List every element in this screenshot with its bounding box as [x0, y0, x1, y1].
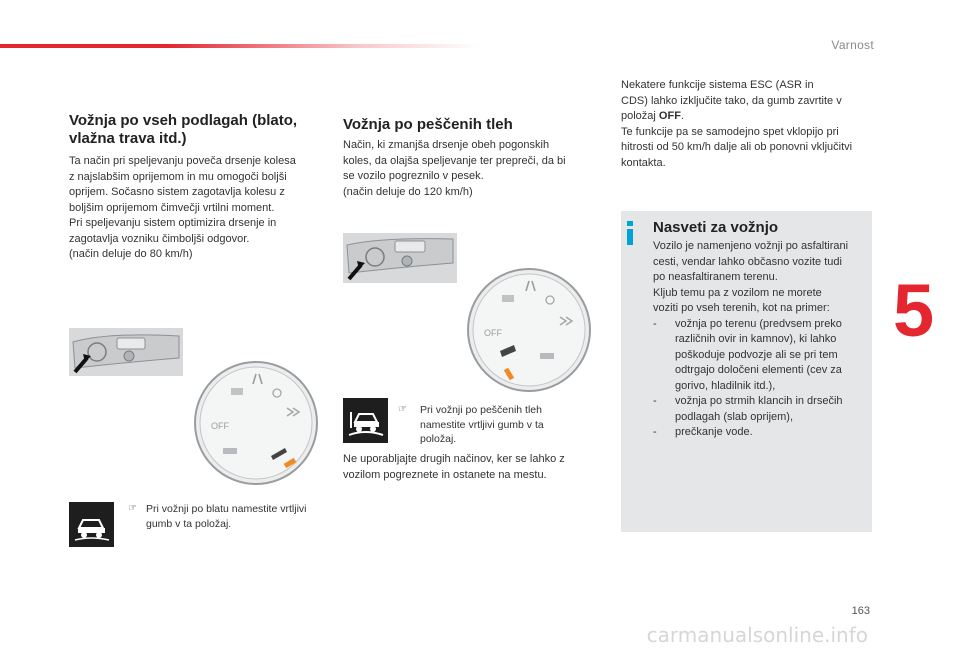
off-label: OFF — [658, 110, 681, 122]
intro-line: Nekatere funkcije sistema ESC (ASR in — [621, 79, 814, 91]
tip-list — [653, 317, 865, 441]
pointer-icon: ☞ — [398, 404, 407, 415]
header-accent-bar — [0, 44, 480, 48]
tip-list-item: - vožnja po strmih klancih in drsečih podlagah (slab oprijem), — [653, 394, 865, 425]
col2-line: se vozilo pogreznilo v pesek. — [343, 170, 484, 182]
dashboard-icon — [69, 328, 183, 376]
dial-off-label: OFF — [484, 328, 502, 338]
mud-mode-icon — [69, 502, 114, 547]
intro-line: CDS) lahko izključite tako, da gumb zavrtite v — [621, 94, 842, 107]
dial-off-label: OFF — [211, 421, 229, 431]
col2-body — [343, 138, 603, 200]
info-icon — [627, 221, 633, 226]
col1-line: oprijem. Sočasno sistem zagotavlja kolesu z — [69, 186, 285, 198]
tip-line: po neasfaltiranem terenu. — [653, 271, 778, 283]
col1-line: Pri speljevanju sistem optimizira drsenje in — [69, 217, 277, 229]
col2-line: koles, da olajša speljevanje ter prepreči, da bi — [343, 154, 566, 167]
dashboard-illustration — [343, 233, 457, 283]
info-icon-stem — [627, 229, 633, 245]
chapter-number: 5 — [893, 269, 935, 352]
esc-intro — [621, 78, 883, 171]
tips-title: Nasveti za vožnjo — [653, 219, 779, 236]
sand-note-text: Pri vožnji po peščenih tleh namestite vrtljivi gumb v ta položaj. — [420, 404, 544, 445]
tip-line: Vozilo je namenjeno vožnji po asfaltirani — [653, 240, 849, 252]
section-label: Varnost — [831, 38, 874, 52]
tip-line: voziti po vseh terenih, kot na primer: — [653, 302, 830, 314]
warning-line: Ne uporabljajte drugih načinov, ker se lahko z — [343, 453, 565, 465]
tips-box — [621, 211, 872, 532]
col2-title: Vožnja po peščenih tleh — [343, 116, 513, 133]
sand-mode-icon — [343, 398, 388, 443]
intro-line: hitrosti od 50 km/h dalje ali ob ponovni vključitvi — [621, 141, 853, 153]
intro-line3-suffix: . — [680, 110, 684, 122]
warning-line: vozilom pogreznete in ostanete na mestu. — [343, 468, 547, 481]
tips-body — [653, 239, 865, 441]
grip-control-dial — [466, 267, 592, 393]
col1-line: Ta način pri speljevanju poveča drsenje kolesa — [69, 155, 296, 167]
tip-line: Kljub temu pa z vozilom ne morete — [653, 286, 822, 299]
dashboard-illustration — [69, 328, 183, 376]
sand-warning — [343, 452, 605, 483]
watermark: carmanualsonline.info — [646, 623, 868, 647]
col1-line: z najslabšim oprijemom in mu omogoči boljši — [69, 170, 287, 183]
tip-list-item: - prečkanje vode. — [653, 425, 865, 441]
grip-control-dial — [193, 360, 319, 486]
intro-line3-prefix: položaj — [621, 110, 659, 122]
col1-line: boljšim oprijemom čimvečji vrtilni moment. — [69, 201, 275, 214]
sand-note — [398, 403, 574, 447]
mud-note-text: Pri vožnji po blatu namestite vrtljivi gumb v ta položaj. — [146, 503, 307, 530]
tip-line: cesti, vendar lahko občasno vozite tudi — [653, 255, 842, 268]
pointer-icon: ☞ — [128, 503, 137, 514]
intro-line — [621, 109, 883, 125]
mud-note — [128, 502, 308, 531]
col1-line: (način deluje do 80 km/h) — [69, 248, 193, 260]
col1-title: Vožnja po vseh podlagah (blato, vlažna trava itd.) — [69, 112, 298, 147]
page-number: 163 — [851, 605, 870, 617]
intro-line: Te funkcije pa se samodejno spet vklopijo pri — [621, 125, 839, 138]
col2-line: (način deluje do 120 km/h) — [343, 185, 473, 198]
col2-line: Način, ki zmanjša drsenje obeh pogonskih — [343, 139, 550, 151]
mud-mode-icon-box — [69, 502, 114, 547]
intro-line: kontakta. — [621, 156, 666, 169]
col1-body — [69, 154, 329, 263]
dashboard-icon — [343, 233, 457, 283]
col1-line: zagotavlja vozniku čimboljši odgovor. — [69, 232, 250, 245]
tip-list-item: - vožnja po terenu (predvsem preko različnih ovir in kamnov), ki lahko poškoduje podvozje ali se pri tem odtrgajo določeni elementi (cev za gorivo, hladilnik itd.), — [653, 317, 865, 395]
sand-mode-icon-box — [343, 398, 388, 443]
